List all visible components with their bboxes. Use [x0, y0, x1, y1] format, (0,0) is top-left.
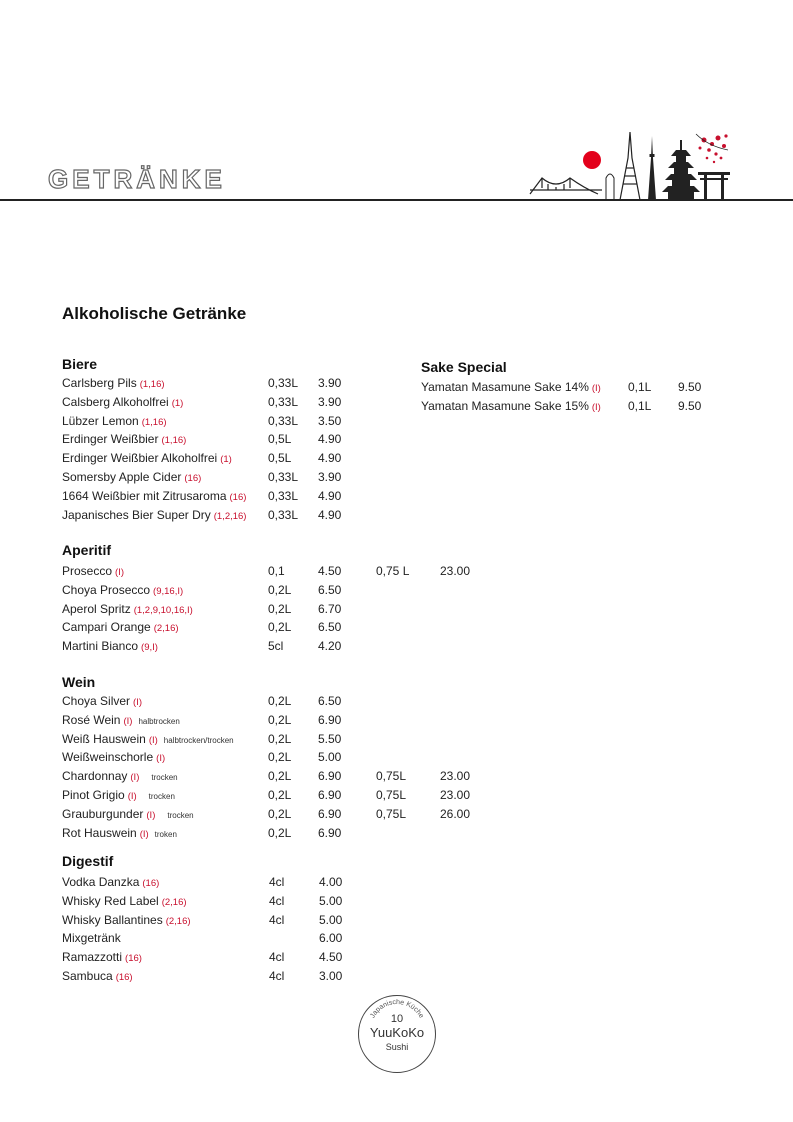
page-number: 10: [390, 1013, 404, 1025]
item-allergens: (I): [130, 772, 140, 784]
item-allergens: (9,16,I): [153, 585, 184, 597]
item-allergens: (I): [146, 809, 156, 821]
item-name: Somersby Apple Cider: [62, 470, 182, 484]
item-size: 0,1L: [628, 380, 652, 394]
item-name: Vodka Danzka: [62, 875, 140, 889]
item-allergens: (1): [171, 397, 184, 409]
item-size: 0,2L: [268, 788, 292, 802]
item-name-line: [62, 892, 187, 912]
item-note: trocken: [151, 773, 178, 783]
item-price2: 23.00: [440, 564, 471, 578]
item-name: Weißweinschorle: [62, 750, 154, 765]
item-price: 6.70: [318, 601, 342, 616]
item-size: 0,33L: [268, 394, 299, 409]
item-price: 6.90: [318, 806, 342, 821]
item-name: Campari Orange: [62, 620, 151, 635]
item-price: 3.90: [318, 470, 342, 484]
item-allergens: (1,16): [161, 435, 187, 447]
item-price: 4.50: [319, 950, 343, 965]
item-name-line: [62, 767, 178, 787]
item-allergens: (I): [156, 753, 166, 765]
item-size2: 0,75L: [376, 806, 407, 821]
item-allergens: (2,16): [153, 623, 179, 635]
item-size: 0,2L: [268, 601, 292, 616]
item-price: 4.90: [318, 507, 342, 522]
item-allergens: (1,2,16): [213, 510, 247, 522]
item-price: 9.50: [678, 380, 702, 394]
item-size: 0,5L: [268, 432, 292, 447]
item-name: Japanisches Bier Super Dry: [62, 507, 211, 522]
page-title: GETRÄNKE: [48, 164, 226, 194]
item-size: 0,2L: [268, 620, 292, 635]
item-size: 0,33L: [268, 376, 299, 390]
item-name-line: [62, 449, 232, 469]
item-price: 6.90: [318, 712, 342, 727]
item-name-line: [62, 506, 246, 526]
item-price: 5.00: [319, 893, 343, 908]
item-name-line: [62, 948, 142, 968]
item-allergens: (16): [125, 953, 142, 965]
item-price: 6.90: [318, 825, 342, 840]
item-size2: 0,75L: [376, 788, 407, 802]
item-name-line: [62, 786, 175, 806]
item-size: 0,2L: [268, 750, 292, 765]
item-name: Carlsberg Pils: [62, 376, 137, 390]
item-allergens: (I): [115, 567, 124, 578]
item-name-line: [62, 824, 177, 844]
item-name-line: [62, 374, 165, 394]
brand-subtitle: Sushi: [385, 1042, 409, 1052]
item-allergens: (I): [127, 791, 137, 802]
header-divider: [0, 199, 793, 201]
item-name: Grauburgunder: [62, 806, 144, 821]
item-name: Rot Hauswein: [62, 825, 137, 840]
item-allergens: (1,16): [141, 416, 167, 428]
item-price: 6.90: [318, 769, 342, 784]
item-price: 4.90: [318, 451, 342, 466]
item-allergens: (I): [591, 401, 601, 413]
item-size: 0,2L: [268, 769, 292, 784]
item-allergens: (16): [142, 878, 160, 889]
item-allergens: (I): [139, 828, 149, 840]
item-name: Erdinger Weißbier Alkoholfrei: [62, 451, 218, 466]
item-note: troken: [154, 829, 177, 839]
item-price2: 23.00: [440, 788, 471, 802]
item-name-line: [62, 692, 142, 712]
group-title-biere: Biere: [62, 356, 98, 372]
item-price2: 23.00: [440, 769, 471, 784]
item-size: 0,2L: [268, 806, 292, 821]
item-allergens: (2,16): [165, 915, 191, 927]
item-note: halbtrocken: [138, 716, 180, 726]
item-name-line: [421, 378, 601, 398]
item-allergens: (16): [229, 491, 247, 503]
item-name: Rosé Wein: [62, 712, 121, 727]
item-size: 0,2L: [268, 731, 292, 746]
item-allergens: (1): [220, 454, 232, 466]
item-price: 5.00: [318, 750, 342, 765]
item-name: Whisky Red Label: [62, 893, 159, 908]
item-allergens: (I): [123, 715, 133, 727]
item-size: 4cl: [269, 969, 285, 983]
item-price: 5.50: [318, 731, 342, 746]
item-name: Prosecco: [62, 564, 113, 578]
item-allergens: (1,16): [139, 379, 165, 390]
item-allergens: (1,2,9,10,16,I): [133, 604, 193, 616]
item-name: Martini Bianco: [62, 639, 139, 654]
red-sun-icon: [583, 151, 601, 169]
item-name-line: [62, 581, 183, 601]
item-name-line: [62, 600, 193, 620]
item-name-line: [62, 967, 133, 987]
item-name: Lübzer Lemon: [62, 413, 139, 428]
item-name: Whisky Ballantines: [62, 912, 163, 927]
item-price: 6.50: [318, 620, 342, 635]
item-name-line: [62, 748, 165, 768]
item-name-line: [62, 711, 180, 731]
item-allergens: (9,I): [141, 642, 158, 654]
item-name-line: [421, 397, 601, 417]
group-title-wein: Wein: [62, 674, 96, 690]
item-name: Calsberg Alkoholfrei: [62, 394, 169, 409]
item-allergens: (2,16): [161, 896, 187, 908]
item-price: 4.20: [318, 639, 342, 654]
item-size: 0,5L: [268, 451, 292, 466]
item-name-line: [62, 430, 186, 450]
item-price: 6.50: [318, 694, 342, 708]
item-note: halbtrocken/trocken: [163, 735, 234, 745]
item-name: Erdinger Weißbier: [62, 432, 159, 447]
item-name: Mixgetränk: [62, 931, 121, 946]
item-price: 3.90: [318, 376, 342, 390]
item-name: Chardonnay: [62, 769, 128, 784]
item-allergens: (I): [133, 697, 142, 708]
tokyo-skyline-illustration: [528, 128, 738, 200]
group-title-sake: Sake Special: [421, 359, 507, 375]
item-name: Sambuca: [62, 969, 113, 983]
item-size: 0,33L: [268, 470, 299, 484]
item-name-line: [62, 487, 246, 507]
item-allergens: (I): [148, 734, 158, 746]
item-name-line: [62, 730, 234, 750]
item-name-line: [62, 618, 179, 638]
item-price: 3.00: [319, 969, 343, 983]
item-size: 4cl: [269, 893, 285, 908]
item-size: 0,2L: [268, 825, 292, 840]
item-price: 4.00: [319, 875, 343, 889]
item-size: 0,1: [268, 564, 285, 578]
item-name: Yamatan Masamune Sake 15%: [421, 398, 589, 413]
item-size: 0,2L: [268, 712, 292, 727]
item-size: 4cl: [269, 950, 285, 965]
item-name-line: [62, 805, 194, 825]
item-price: 9.50: [678, 398, 702, 413]
item-name: 1664 Weißbier mit Zitrusaroma: [62, 488, 227, 503]
item-size2: 0,75L: [376, 769, 407, 784]
item-name: Aperol Spritz: [62, 601, 131, 616]
section-title: Alkoholische Getränke: [62, 304, 247, 323]
group-title-aperitif: Aperitif: [62, 542, 111, 558]
item-name-line: [62, 929, 121, 947]
item-name-line: [62, 468, 201, 488]
group-title-digestif: Digestif: [62, 853, 114, 869]
item-price: 6.90: [318, 788, 342, 802]
item-name-line: [62, 412, 167, 432]
item-name: Choya Prosecco: [62, 582, 151, 597]
item-size: 4cl: [269, 912, 285, 927]
item-name: Pinot Grigio: [62, 788, 125, 802]
item-price: 4.90: [318, 432, 342, 447]
item-name-line: [62, 393, 183, 413]
page-header: [0, 0, 793, 205]
item-size: 0,33L: [268, 488, 299, 503]
item-price: 6.00: [319, 931, 343, 946]
item-name: Choya Silver: [62, 694, 131, 708]
item-name: Weiß Hauswein: [62, 731, 146, 746]
item-price: 5.00: [319, 912, 343, 927]
item-size: 5cl: [268, 639, 284, 654]
item-note: trocken: [167, 810, 194, 820]
yuukoko-logo-badge: [358, 995, 436, 1073]
item-allergens: (16): [184, 473, 202, 484]
item-size: 0,2L: [268, 582, 292, 597]
item-size: 0,2L: [268, 694, 292, 708]
item-allergens: (I): [591, 383, 601, 394]
item-price: 3.50: [318, 413, 342, 428]
item-size: 0,33L: [268, 413, 299, 428]
item-size: 0,1L: [628, 398, 652, 413]
badge-arc-text: Japanische Küche: [369, 998, 425, 1020]
item-note: trocken: [148, 792, 175, 801]
item-size: 4cl: [269, 875, 285, 889]
brand-name: YuuKoKo: [369, 1025, 425, 1040]
item-price: 6.50: [318, 582, 342, 597]
item-allergens: (16): [115, 972, 133, 983]
item-name-line: [62, 637, 158, 657]
item-size2: 0,75 L: [376, 564, 410, 578]
item-size: 0,33L: [268, 507, 299, 522]
item-name-line: [62, 873, 159, 893]
item-name: Ramazzotti: [62, 950, 123, 965]
item-price2: 26.00: [440, 806, 471, 821]
item-name: Yamatan Masamune Sake 14%: [421, 380, 589, 394]
item-name-line: [62, 562, 124, 582]
item-price: 3.90: [318, 394, 342, 409]
item-price: 4.90: [318, 488, 342, 503]
item-name-line: [62, 911, 191, 931]
item-price: 4.50: [318, 564, 342, 578]
